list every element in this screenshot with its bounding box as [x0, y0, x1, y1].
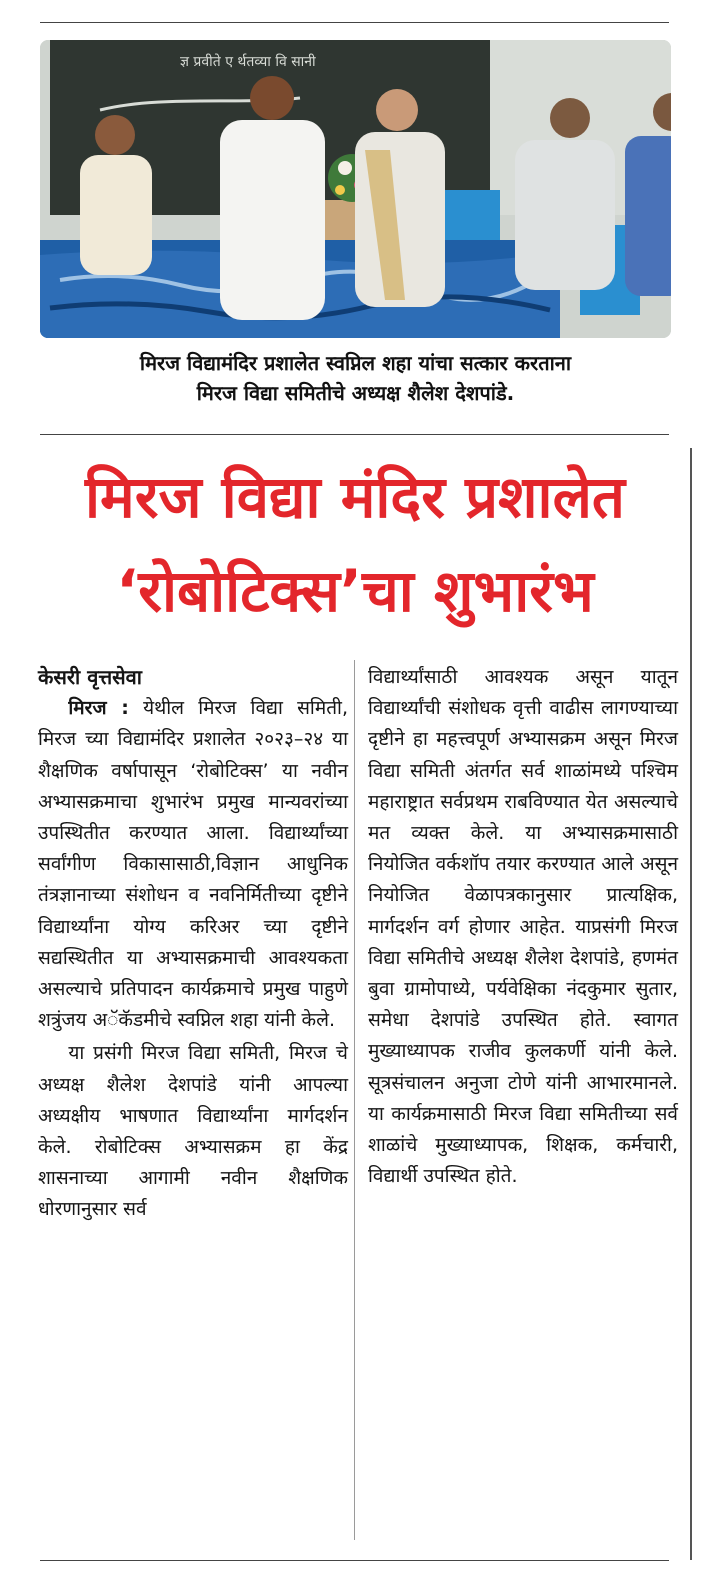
caption-rule	[40, 434, 669, 435]
caption-line-1: मिरज विद्यामंदिर प्रशालेत स्वप्निल शहा यांचा सत्कार करताना	[139, 351, 572, 375]
news-photo	[40, 40, 671, 338]
headline-line-1: मिरज विद्या मंदिर प्रशालेत	[85, 463, 625, 531]
article-column-left	[38, 662, 348, 1226]
caption-line-2: मिरज विद्या समितीचे अध्यक्ष शैलेश देशपांडे.	[196, 381, 515, 405]
right-column-rule	[690, 448, 692, 1560]
article-paragraph-3: विद्यार्थ्यांसाठी आवश्यक असून यातून विद्यार्थ्यांची संशोधक वृत्ती वाढीस लागण्याच्या दृष्टीने हा महत्त्वपूर्ण अभ्यासक्रम असून मिरज विद्या समिती अंतर्गत सर्व शाळांमध्ये पश्चिम महाराष्ट्रात सर्वप्रथम राबविण्यात येत असल्याचे मत व्यक्त केले. या अभ्यासक्रमासाठी नियोजित वर्कशॉप तयार करण्यात आले असून नियोजित वेळापत्रकानुसार प्रात्यक्षिक, मार्गदर्शन वर्ग होणार आहेत. याप्रसंगी मिरज विद्या समितीचे अध्यक्ष शैलेश देशपांडे, हणमंत बुवा ग्रामोपाध्ये, पर्यवेक्षिका नंदकुमार सुतार, समेधा देशपांडे उपस्थित होते. स्वागत मुख्याध्यापक राजीव कुलकर्णी यांनी केले. सूत्रसंचालन अनुजा टोणे यांनी आभारमानले. या कार्यक्रमासाठी मिरज विद्या समितीच्या सर्व शाळांचे मुख्याध्यापक, शिक्षक, कर्मचारी, विद्यार्थी उपस्थित होते.	[368, 666, 678, 1188]
article-paragraph-2: या प्रसंगी मिरज विद्या समिती, मिरज चे अध्यक्ष शैलेश देशपांडे यांनी आपल्या अध्यक्षीय भाषणात विद्यार्थ्यांना मार्गदर्शन केले. रोबोटिक्स अभ्यासक्रम हा केंद्र शासनाच्या आगामी नवीन शैक्षणिक धोरणानुसार सर्व	[38, 1042, 348, 1221]
headline-line-2: ‘रोबोटिक्स’चा शुभारंभ	[116, 557, 594, 625]
blackboard-text: ज्ञ प्रवीते ए र्थतव्या वि सानी	[180, 54, 316, 70]
dateline: मिरज :	[68, 697, 129, 720]
article-paragraph-1	[38, 693, 348, 1036]
top-rule	[40, 22, 669, 23]
byline: केसरी वृत्तसेवा	[38, 665, 142, 689]
photo-caption	[40, 348, 671, 408]
headline	[30, 450, 680, 638]
paragraph-1-text: येथील मिरज विद्या समिती, मिरज च्या विद्यामंदिर प्रशालेत २०२३–२४ या शैक्षणिक वर्षापासून ‘रोबोटिक्स’ या नवीन अभ्यासक्रमाचा शुभारंभ प्रमुख मान्यवरांच्या उपस्थितीत करण्यात आला. विद्यार्थ्यांच्या सर्वांगीण विकासासाठी,विज्ञान आधुनिक तंत्रज्ञानाच्या संशोधन व नवनिर्मितीच्या दृष्टीने विद्यार्थ्यांना योग्य करिअर च्या दृष्टीने सद्यस्थितीत या अभ्यासक्रमाची आवश्यकता असल्याचे प्रतिपादन कार्यक्रमाचे प्रमुख पाहुणे शत्रुंजय अॅकॅडमीचे स्वप्निल शहा यांनी केले.	[38, 697, 348, 1032]
article-column-right	[368, 662, 678, 1192]
felicitation-photo	[40, 40, 671, 338]
column-separator	[354, 660, 355, 1540]
bottom-rule	[40, 1560, 669, 1561]
